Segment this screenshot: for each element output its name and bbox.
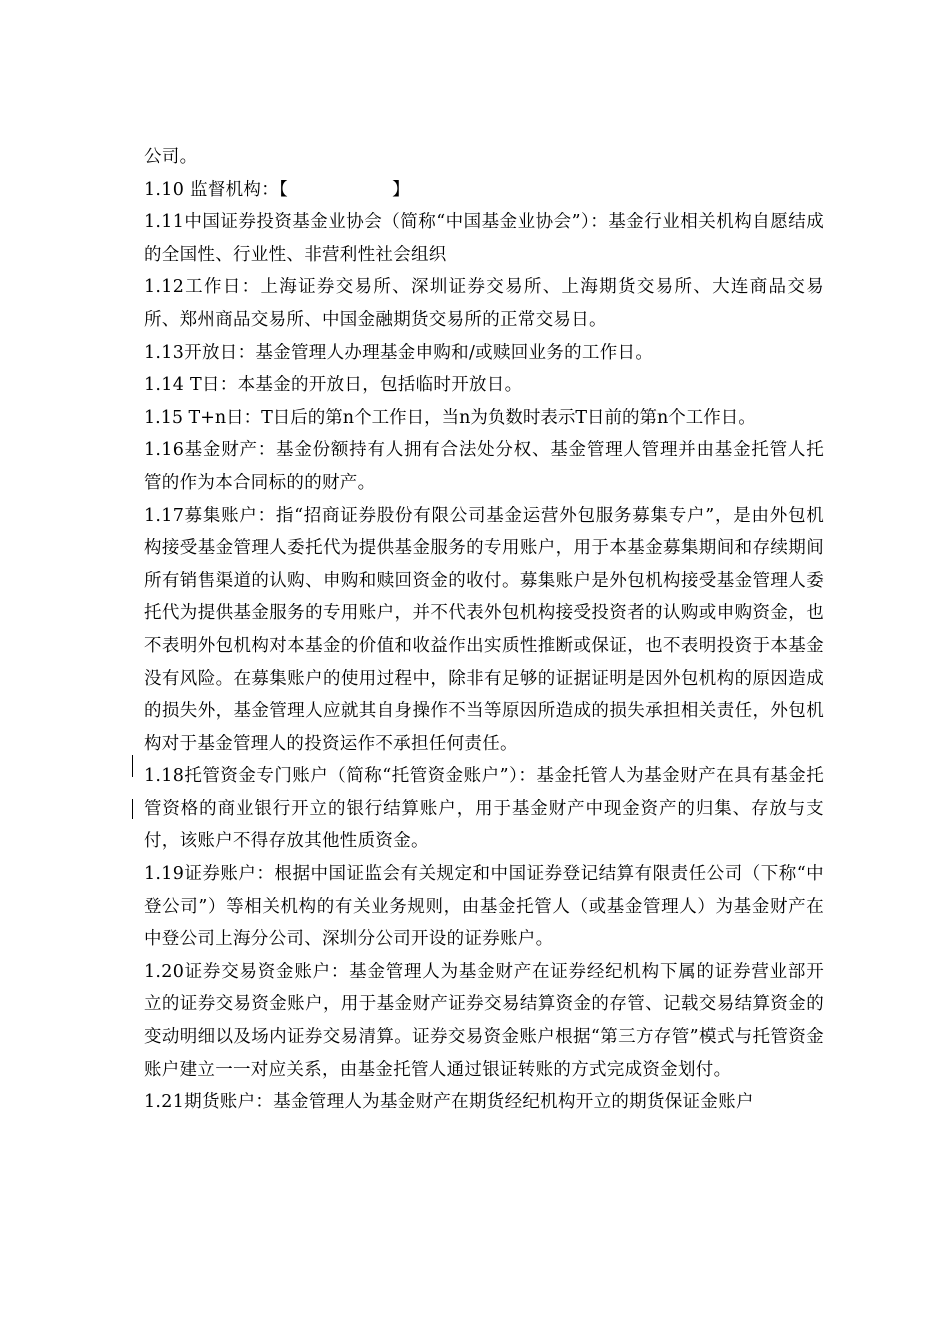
paragraph-1-10-prefix: 1.10 监督机构：【 xyxy=(144,179,289,200)
paragraph-1-11: 1.11中国证券投资基金业协会（简称“中国基金业协会”）：基金行业相关机构自愿结成的全国性、行业性、非营利性社会组织 xyxy=(144,212,824,265)
revision-change-bar xyxy=(132,755,133,777)
paragraph-1-16: 1.16基金财产：基金份额持有人拥有合法处分权、基金管理人管理并由基金托管人托管的作为本合同标的的财产。 xyxy=(144,440,824,493)
paragraph-1-18: 1.18托管资金专门账户（简称“托管资金账户”）：基金托管人为基金财产在具有基金托管资格的商业银行开立的银行结算账户，用于基金财产中现金资产的归集、存放与支付，该账户不得存放其他性质资金。 xyxy=(144,766,824,852)
paragraph-1-13: 1.13开放日：基金管理人办理基金申购和/或赎回业务的工作日。 xyxy=(144,342,654,363)
paragraph-1-10 xyxy=(144,174,824,207)
paragraph-1-19: 1.19证券账户：根据中国证监会有关规定和中国证券登记结算有限责任公司（下称“中登公司”）等相关机构的有关业务规则，由基金托管人（或基金管理人）为基金财产在中登公司上海分公司、深圳分公司开设的证券账户。 xyxy=(144,864,824,950)
paragraph-1-21: 1.21期货账户：基金管理人为基金财产在期货经纪机构开立的期货保证金账户 xyxy=(144,1092,754,1113)
paragraph-1-10-suffix: 】 xyxy=(392,179,410,200)
paragraph-1-15: 1.15 T+n日：T日后的第n个工作日，当n为负数时表示T日前的第n个工作日。 xyxy=(144,407,756,428)
paragraph-1-17: 1.17募集账户：指“招商证券股份有限公司基金运营外包服务募集专户”，是由外包机构接受基金管理人委托代为提供基金服务的专用账户，用于本基金募集期间和存续期间所有销售渠道的认购、申购和赎回资金的收付。募集账户是外包机构接受基金管理人委托代为提供基金服务的专用账户，并不代表外包机构接受投资者的认购或申购资金，也不表明外包机构对本基金的价值和收益作出实质性推断或保证，也不表明投资于本基金没有风险。在募集账户的使用过程中，除非有足够的证据证明是因外包机构的原因造成的损失外，基金管理人应就其自身操作不当等原因所造成的损失承担相关责任，外包机构对于基金管理人的投资运作不承担任何责任。 xyxy=(144,505,824,754)
paragraph-1-9-tail: 公司。 xyxy=(144,147,198,167)
document-body xyxy=(144,141,824,1119)
paragraph-1-14: 1.14 T日：本基金的开放日，包括临时开放日。 xyxy=(144,375,523,396)
paragraph-1-12: 1.12工作日：上海证券交易所、深圳证券交易所、上海期货交易所、大连商品交易所、郑州商品交易所、中国金融期货交易所的正常交易日。 xyxy=(144,277,824,330)
revision-change-bar xyxy=(132,799,133,819)
paragraph-1-20: 1.20证券交易资金账户：基金管理人为基金财产在证券经纪机构下属的证券营业部开立的证券交易资金账户，用于基金财产证券交易结算资金的存管、记载交易结算资金的变动明细以及场内证券交易清算。证券交易资金账户根据“第三方存管”模式与托管资金账户建立一一对应关系，由基金托管人通过银证转账的方式完成资金划付。 xyxy=(144,961,824,1080)
